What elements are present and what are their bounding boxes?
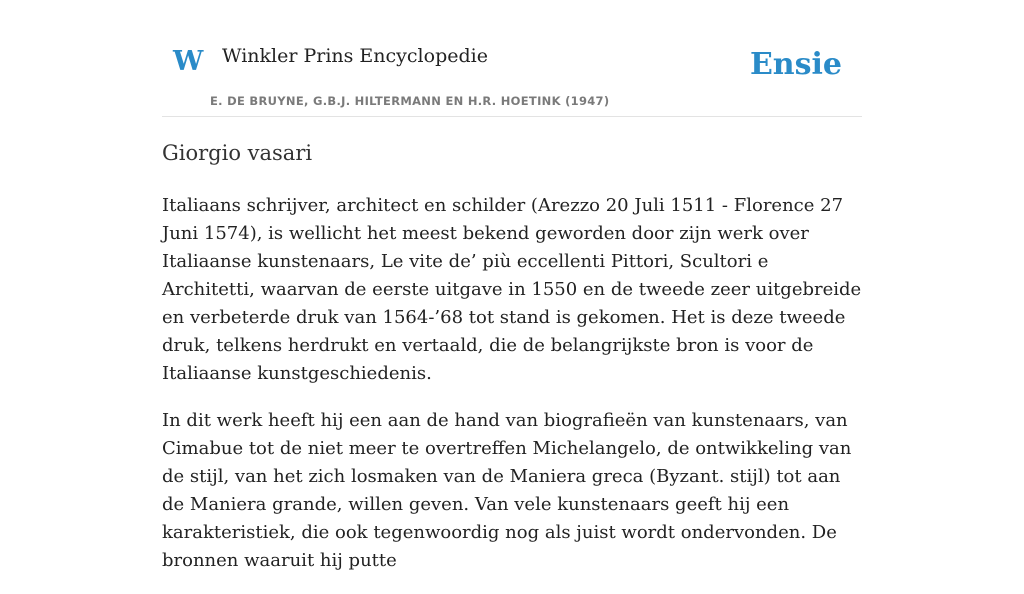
ensie-logo[interactable]: Ensie — [749, 47, 842, 82]
article-title: Giorgio vasari — [162, 141, 313, 165]
article-body — [162, 192, 862, 594]
source-title: Winkler Prins Encyclopedie — [222, 45, 488, 67]
winkler-prins-logo[interactable]: W — [173, 46, 204, 77]
source-authors: E. DE BRUYNE, G.B.J. HILTERMANN EN H.R. HOETINK (1947) — [210, 94, 610, 108]
article-paragraph: In dit werk heeft hij een aan de hand van biografieën van kunstenaars, van Cimabue tot de niet meer te overtreffen Michelangelo, de ontwikkeling van de stijl, van het zich losmaken van de Maniera greca (Byzant. stijl) tot aan de Maniera grande, willen geven. Van vele kunstenaars geeft hij een karakteristiek, die ook tegenwoordig nog als juist wordt ondervonden. De bronnen waaruit hij putte — [162, 410, 852, 571]
article-paragraph: Italiaans schrijver, architect en schilder (Arezzo 20 Juli 1511 - Florence 27 Juni 1574), is wellicht het meest bekend geworden door zijn werk over Italiaanse kunstenaars, Le vite de’ più eccellenti Pittori, Scultori e Architetti, waarvan de eerste uitgave in 1550 en de tweede zeer uitgebreide en verbeterde druk van 1564-’68 tot stand is gekomen. Het is deze tweede druk, telkens herdrukt en vertaald, die de belangrijkste bron is voor de Italiaanse kunstgeschiedenis. — [162, 195, 862, 384]
site-header — [162, 0, 862, 117]
